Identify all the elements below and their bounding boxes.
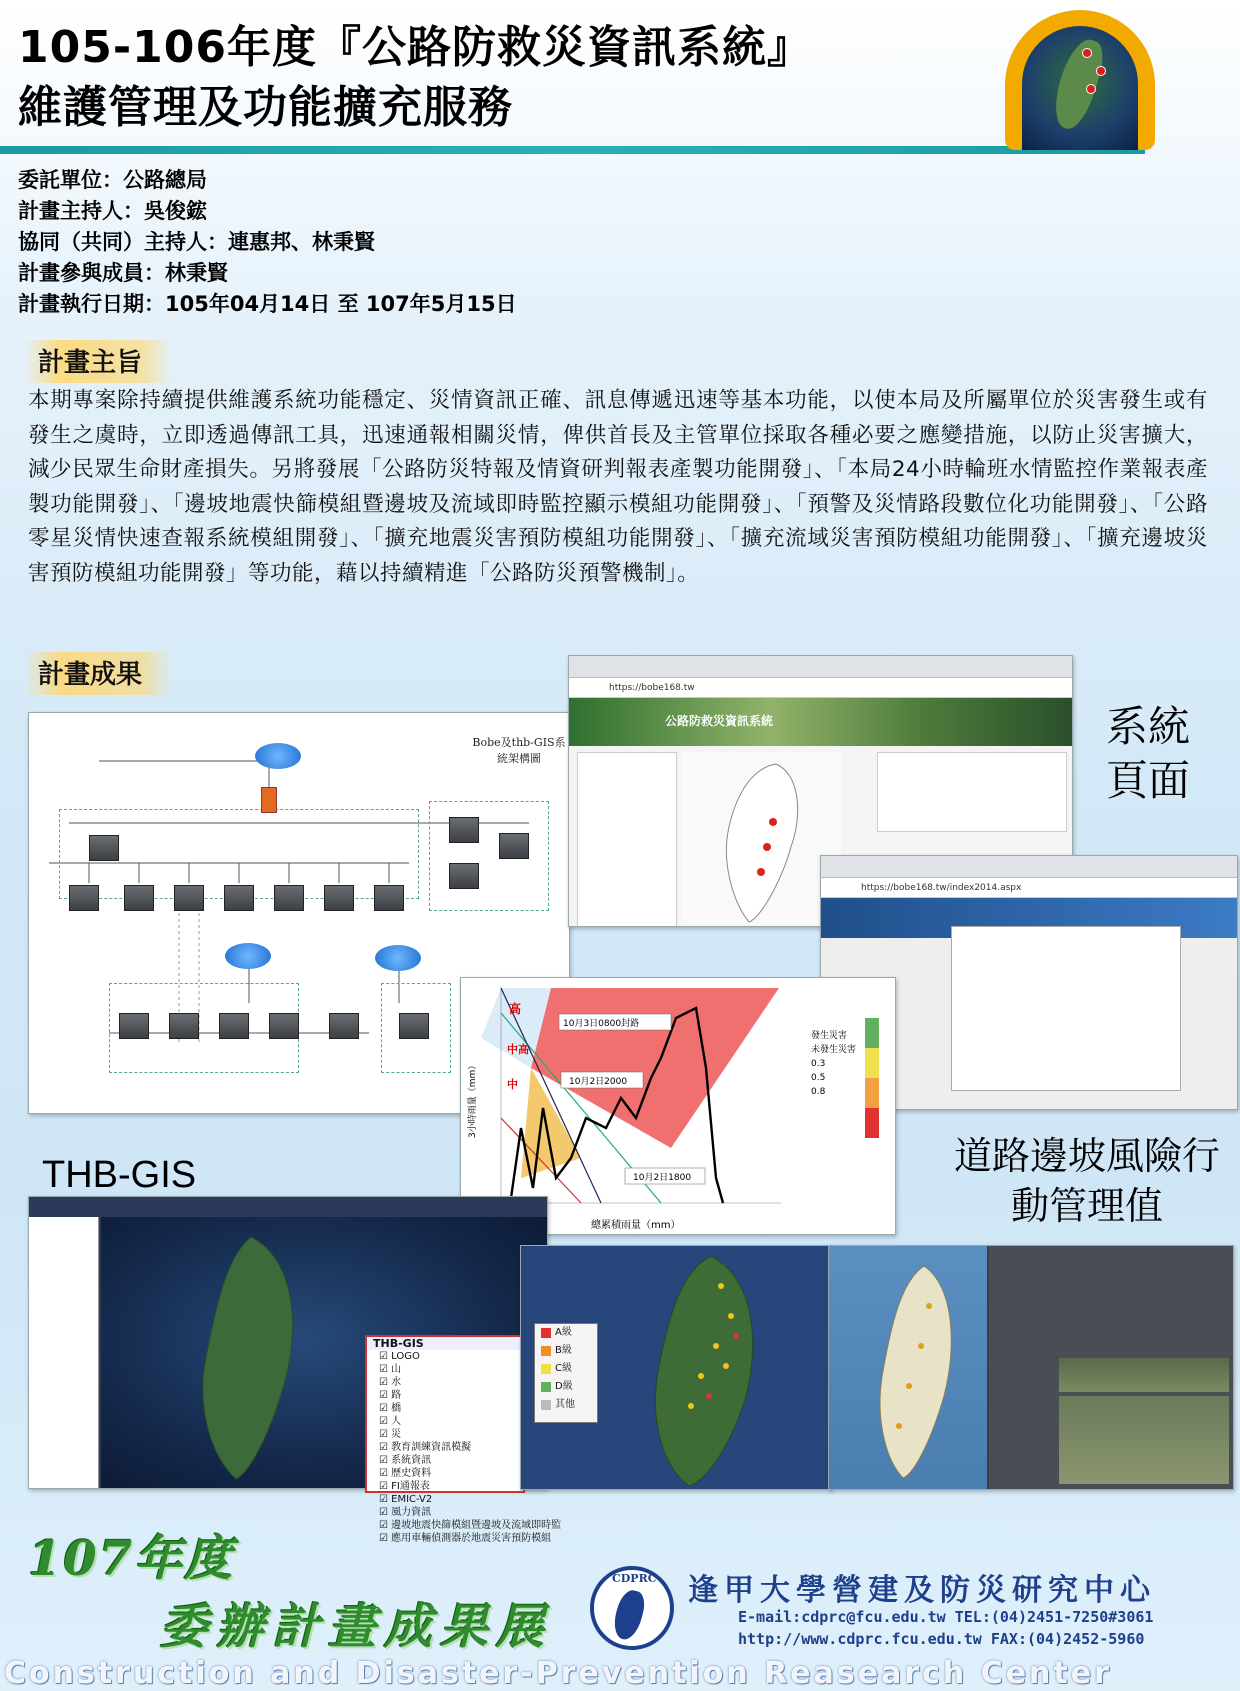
browser-tabbar bbox=[821, 856, 1237, 878]
taiwan-map-icon bbox=[1022, 26, 1138, 150]
layer-item[interactable]: ☑ 邊坡地震快篩模組暨邊坡及流域即時監 bbox=[379, 1520, 562, 1531]
label-slope-risk: 道路邊坡風險行動管理值 bbox=[953, 1136, 1220, 1228]
color-scale-high bbox=[865, 1108, 879, 1138]
layer-item[interactable]: ☑ 人 bbox=[379, 1416, 402, 1427]
slope-grade-legend bbox=[534, 1323, 598, 1423]
layer-item[interactable]: ☑ 山 bbox=[379, 1364, 402, 1375]
slope-location-svg bbox=[829, 1246, 987, 1490]
layer-item[interactable]: ☑ 應用車輛偵測器於地震災害預防模組 bbox=[379, 1533, 552, 1544]
legend-05: 0.5 bbox=[811, 1073, 826, 1083]
legend-swatch bbox=[541, 1364, 551, 1374]
firewall-icon bbox=[261, 787, 277, 813]
island-shape bbox=[1047, 35, 1110, 134]
zone-label-mid: 中 bbox=[507, 1078, 518, 1091]
browser-url: https://bobe168.tw bbox=[569, 678, 1072, 698]
legend-item: B級 bbox=[535, 1342, 597, 1360]
server-icon bbox=[119, 1013, 149, 1039]
server-icon bbox=[499, 833, 529, 859]
legend-items bbox=[535, 1324, 597, 1414]
annotation-3: 10月2日1800 bbox=[633, 1173, 692, 1183]
server-icon bbox=[449, 863, 479, 889]
legend-swatch bbox=[541, 1382, 551, 1392]
legend-item: C級 bbox=[535, 1360, 597, 1378]
contact-email-tel: E-mail:cdprc@fcu.edu.tw TEL:(04)2451-7250#3061 bbox=[738, 1608, 1154, 1626]
annotation-1: 10月3日0800封路 bbox=[563, 1019, 640, 1029]
alert-marker bbox=[769, 818, 777, 826]
internet-cloud-icon bbox=[255, 743, 301, 769]
results-heading: 計畫成果 bbox=[24, 652, 172, 695]
layer-item[interactable]: ☑ 路 bbox=[379, 1390, 402, 1401]
layer-item[interactable]: ☑ 風力資訊 bbox=[379, 1507, 432, 1518]
annotation-2: 10月2日2000 bbox=[569, 1077, 628, 1087]
legend-item: D級 bbox=[535, 1378, 597, 1396]
legend-swatch bbox=[541, 1328, 551, 1338]
chart-xlabel: 總累積雨量（mm） bbox=[591, 1220, 681, 1231]
server-icon bbox=[324, 885, 354, 911]
purpose-body: 本期專案除持續提供維護系統功能穩定、災情資訊正確、訊息傳遞迅速等基本功能，以使本局及所屬單位於災害發生或有發生之虞時，立即透過傳訊工具，迅速通報相關災情，俾供首長及主管單位採取各種必要之應變措施，以防止災害擴大，減少民眾生命財產損失。另將發展「公路防災特報及情資研判報表產製功能開發」、「本局24小時輪班水情監控作業報表產製功能開發」、「邊坡地震快篩模組暨邊坡及流域即時監控顯示模組功能開發」、「預警及災情路段數位化功能開發」、「公路零星災情快速查報系統模組開發」、「擴充地震災害預防模組功能開發」、「擴充流域災害預防模組功能開發」、「擴充邊坡災害預防模組功能開發」等功能，藉以持續精進「公路防災預警機制」。 bbox=[28, 388, 1208, 586]
server-icon bbox=[169, 1013, 199, 1039]
header bbox=[0, 0, 1240, 160]
commissioner: 委託單位：公路總局 bbox=[18, 168, 207, 192]
backup-zone bbox=[429, 801, 549, 911]
expo-title: 委辦計畫成果展 bbox=[160, 1599, 553, 1655]
zone-label-high: 高 bbox=[509, 1002, 522, 1016]
color-scale-low bbox=[865, 1018, 879, 1048]
legend-item: 其他 bbox=[535, 1396, 597, 1414]
layer-tree-panel bbox=[29, 1217, 99, 1488]
legend-not-occurred: 未發生災害 bbox=[811, 1045, 857, 1055]
browser-tabbar bbox=[569, 656, 1072, 678]
center-name: 逢甲大學營建及防災研究中心 bbox=[688, 1573, 1156, 1608]
legend-item: A級 bbox=[535, 1324, 597, 1342]
project-info bbox=[18, 165, 517, 320]
title-line-2: 維護管理及功能擴充服務 bbox=[18, 82, 513, 133]
taiwan-map bbox=[681, 752, 841, 927]
alert-marker bbox=[757, 868, 765, 876]
chart-ylabel: 3小時雨量（mm） bbox=[468, 1060, 478, 1138]
server-icon bbox=[174, 885, 204, 911]
internet-cloud-icon bbox=[225, 943, 271, 969]
server-icon bbox=[69, 885, 99, 911]
period: 計畫執行日期：105年04月14日 至 107年5月15日 bbox=[18, 292, 517, 316]
layer-item[interactable]: ☑ 橋 bbox=[379, 1403, 402, 1414]
layer-item[interactable]: ☑ 歷史資料 bbox=[379, 1468, 432, 1479]
alert-marker bbox=[763, 843, 771, 851]
login-panel bbox=[577, 752, 677, 927]
layer-item[interactable]: ☑ 災 bbox=[379, 1429, 402, 1440]
server-icon bbox=[274, 885, 304, 911]
browser-url: https://bobe168.tw/index2014.aspx bbox=[821, 878, 1237, 898]
center-english-name: Construction and Disaster-Prevention Reasearch Center bbox=[4, 1656, 1112, 1691]
architecture-title: Bobe及thb-GIS系統架構圖 bbox=[472, 736, 566, 765]
function-menu bbox=[951, 926, 1181, 1091]
expo-year: 107年度 bbox=[28, 1531, 235, 1587]
layer-list-title: THB-GIS bbox=[367, 1337, 523, 1350]
label-thb-gis: THB-GIS bbox=[42, 1154, 197, 1196]
zone-label-midhigh: 中高 bbox=[507, 1043, 529, 1056]
title-underline bbox=[0, 146, 1145, 154]
layer-item[interactable]: ☑ 水 bbox=[379, 1377, 402, 1388]
layer-item[interactable]: ☑ 系統資訊 bbox=[379, 1455, 432, 1466]
host: 計畫主持人：吳俊鋐 bbox=[18, 199, 207, 223]
layer-item[interactable]: ☑ LOGO bbox=[379, 1351, 420, 1362]
warning-sign-icon bbox=[1096, 66, 1106, 76]
legend-occurred: 發生災害 bbox=[811, 1031, 848, 1041]
taiwan-outline bbox=[681, 752, 841, 927]
server-icon bbox=[374, 885, 404, 911]
contact-web-fax: http://www.cdprc.fcu.edu.tw FAX:(04)2452-5960 bbox=[738, 1630, 1145, 1648]
layer-item[interactable]: ☑ 教育訓練資訊模擬 bbox=[379, 1442, 472, 1453]
internet-cloud-icon bbox=[375, 945, 421, 971]
slope-photo bbox=[1059, 1358, 1229, 1392]
warning-sign-icon bbox=[1086, 84, 1096, 94]
slope-info-panel bbox=[989, 1246, 1234, 1490]
slope-detail-screenshot bbox=[828, 1245, 1234, 1490]
label-system-page: 系統頁面 bbox=[1105, 703, 1190, 804]
server-icon bbox=[329, 1013, 359, 1039]
slope-photo bbox=[1059, 1396, 1229, 1484]
server-icon bbox=[399, 1013, 429, 1039]
layer-item[interactable]: ☑ FI通報表 bbox=[379, 1481, 430, 1492]
co-host: 協同（共同）主持人：連惠邦、林秉賢 bbox=[18, 230, 375, 254]
members: 計畫參與成員：林秉賢 bbox=[18, 261, 228, 285]
server-icon bbox=[219, 1013, 249, 1039]
legend-08: 0.8 bbox=[811, 1087, 826, 1097]
server-icon bbox=[449, 817, 479, 843]
thb-gis-layer-list bbox=[365, 1335, 562, 1544]
legend-swatch bbox=[541, 1346, 551, 1356]
title-line-1: 105-106年度『公路防救災資訊系統』 bbox=[18, 22, 812, 73]
purpose-heading: 計畫主旨 bbox=[24, 340, 172, 383]
layer-item[interactable]: ☑ EMIC-V2 bbox=[379, 1494, 433, 1505]
server-icon bbox=[224, 885, 254, 911]
warning-sign-icon bbox=[1082, 48, 1092, 58]
server-icon bbox=[124, 885, 154, 911]
legend-swatch bbox=[541, 1400, 551, 1410]
color-scale-mid bbox=[865, 1048, 879, 1078]
alert-table bbox=[877, 752, 1067, 832]
slope-location-map bbox=[829, 1246, 987, 1490]
legend-03: 0.3 bbox=[811, 1059, 826, 1069]
color-scale-midhigh bbox=[865, 1078, 879, 1108]
site-banner bbox=[569, 698, 1072, 746]
server-icon bbox=[89, 835, 119, 861]
site-title: 公路防救災資訊系統 bbox=[665, 714, 774, 728]
cdprc-logo-text: CDPRC bbox=[612, 1572, 657, 1585]
server-icon bbox=[269, 1013, 299, 1039]
